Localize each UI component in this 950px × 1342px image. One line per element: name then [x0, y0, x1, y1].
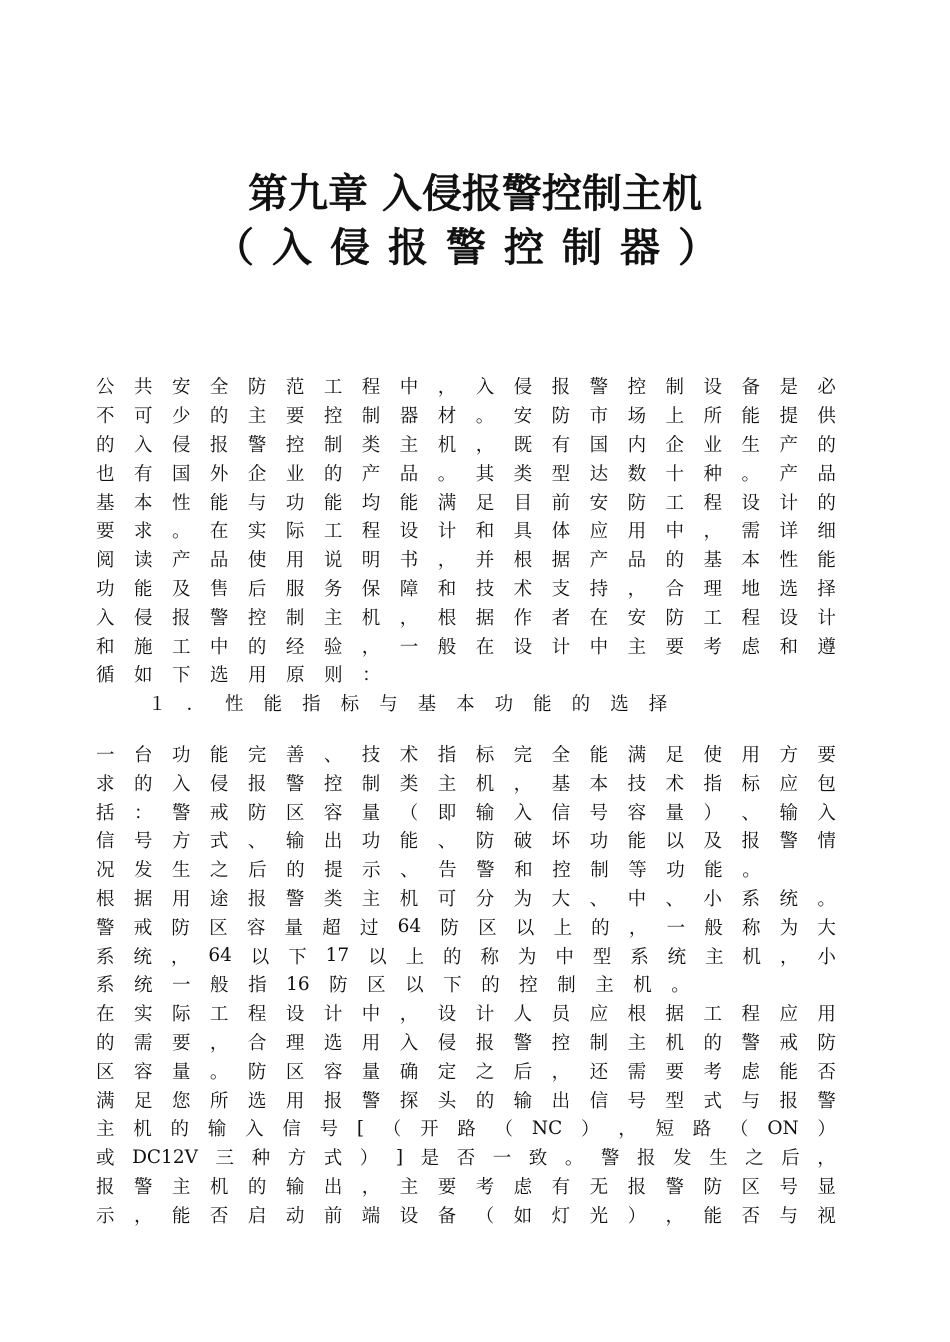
text-line: 也 有 国 外 企 业 的 产 品 。 其 类 型 达 数 十 种 。 产 品 — [96, 463, 836, 485]
document-body — [96, 372, 836, 1229]
text-line: 系 统 一 般 指 16 防 区 以 下 的 控 制 主 机 。 — [96, 973, 690, 997]
text-line: 满 足 您 所 选 用 报 警 探 头 的 输 出 信 号 型 式 与 报 警 — [96, 1090, 836, 1112]
text-line: 或 DC12V 三 种 方 式 ） ] 是 否 一 致 。 警 报 发 生 之 后 ， — [96, 1146, 836, 1170]
text-line: 在 实 际 工 程 设 计 中 ， 设 计 人 员 应 根 据 工 程 应 用 — [96, 1004, 836, 1026]
text-line: 阅 读 产 品 使 用 说 明 书 ， 并 根 据 产 品 的 基 本 性 能 — [96, 550, 836, 572]
text-line: 基 本 性 能 与 功 能 均 能 满 足 目 前 安 防 工 程 设 计 的 — [96, 492, 836, 514]
text-line: 信 号 方 式 、 输 出 功 能 、 防 破 坏 功 能 以 及 报 警 情 — [96, 831, 836, 853]
text-line: 况 发 生 之 后 的 提 示 、 告 警 和 控 制 等 功 能 。 — [96, 860, 761, 882]
text-line: 一 台 功 能 完 善 、 技 术 指 标 完 全 能 满 足 使 用 方 要 — [96, 744, 836, 766]
paragraph-performance — [96, 740, 836, 1230]
text-line: 的 入 侵 报 警 控 制 类 主 机 ， 既 有 国 内 企 业 生 产 的 — [96, 434, 836, 456]
text-line: 要 求 。 在 实 际 工 程 设 计 和 具 体 应 用 中 ， 需 详 细 — [96, 521, 836, 543]
text-line: 和 施 工 中 的 经 验 ， 一 般 在 设 计 中 主 要 考 虑 和 遵 — [96, 636, 836, 658]
spacer — [96, 718, 836, 740]
text-line: 功 能 及 售 后 服 务 保 障 和 技 术 支 持 ， 合 理 地 选 择 — [96, 578, 836, 600]
text-line: 主 机 的 输 入 信 号 [ （ 开 路 （ NC ） ， 短 路 （ ON ） — [96, 1117, 836, 1141]
text-line: 求 的 入 侵 报 警 控 制 类 主 机 ， 基 本 技 术 指 标 应 包 — [96, 773, 836, 795]
text-line: 循 如 下 选 用 原 则 ： — [96, 665, 381, 687]
paragraph-intro — [96, 372, 836, 689]
chapter-subtitle: （入侵报警控制器） — [214, 224, 736, 271]
text-line: 的 需 要 ， 合 理 选 用 入 侵 报 警 控 制 主 机 的 警 戒 防 — [96, 1032, 836, 1054]
text-line: 入 侵 报 警 控 制 主 机 ， 根 据 作 者 在 安 防 工 程 设 计 — [96, 607, 836, 629]
text-line: 不 可 少 的 主 要 控 制 器 材 。 安 防 市 场 上 所 能 提 供 — [96, 406, 836, 428]
text-line: 根 据 用 途 报 警 类 主 机 可 分 为 大 、 中 、 小 系 统 。 — [96, 888, 836, 910]
text-line: 区 容 量 。 防 区 容 量 确 定 之 后 ， 还 需 要 考 虑 能 否 — [96, 1061, 836, 1083]
text-line: 警 戒 防 区 容 量 超 过 64 防 区 以 上 的 ， 一 般 称 为 大 — [96, 916, 836, 939]
chapter-title: 第九章 入侵报警控制主机 — [248, 170, 702, 217]
text-line: 公 共 安 全 防 范 工 程 中 ， 入 侵 报 警 控 制 设 备 是 必 — [96, 377, 836, 399]
text-line: 括 ： 警 戒 防 区 容 量 （ 即 输 入 信 号 容 量 ） 、 输 入 — [96, 802, 836, 824]
text-line: 报 警 主 机 的 输 出 ， 主 要 考 虑 有 无 报 警 防 区 号 显 — [96, 1176, 836, 1198]
section-heading: １ ． 性 能 指 标 与 基 本 功 能 的 选 择 — [148, 694, 668, 716]
text-line: 系 统 ， 64 以 下 17 以 上 的 称 为 中 型 系 统 主 机 ， 小 — [96, 945, 836, 968]
text-line: 示 ， 能 否 启 动 前 端 设 备 （ 如 灯 光 ） ， 能 否 与 视 — [96, 1205, 836, 1227]
